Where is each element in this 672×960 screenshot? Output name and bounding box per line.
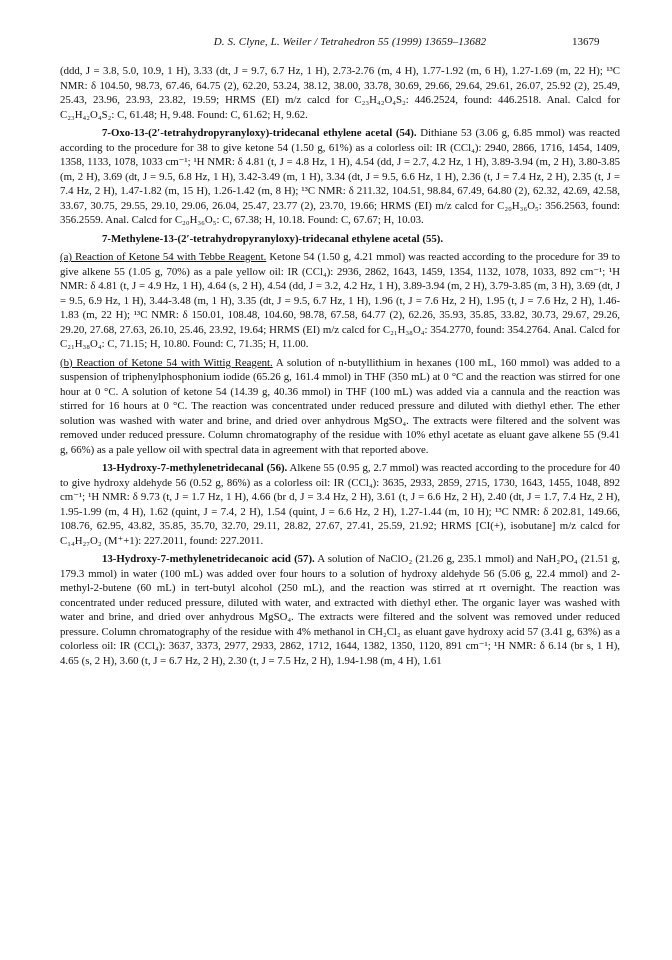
paragraph-text: Alkene 55 (0.95 g, 2.7 mmol) was reacted according to the procedure for 40 to give hydroxy aldehyde 56 (0.52 g, 86%) as a colorless oil: IR (CCl₄): 3635, 2933, 2859, 2715, 1730, 1643, 1455, 1048, 892 cm⁻¹; ¹H NMR: δ 9.73 (t, J = 1.7 Hz, 1 H), 4.66 (br d, J = 3.4 Hz, 2 H), 3.61 (t, J = 6.6 Hz, 2 H), 2.40 (dt, J = 1.7, 7.4 Hz, 2 H), 1.95-1.99 (m, 4 H), 1.62 (quint, J = 7.4, 2 H), 1.54 (quint, J = 6.6 Hz, 2 H), 1.27-1.44 (m, 10 H); ¹³C NMR: δ 202.81, 149.66, 108.76, 62.95, 43.82, 35.85, 35.70, 32.70, 29.11, 28.82, 27.67, 27.41, 25.59, 21.92; HRMS [CI(+), isobutane] m/z calcd for C₁₄H₂₇O₂ (M⁺+1): 227.2011, found: 227.2011.: [60, 462, 620, 547]
paragraph-wittig-reaction: [60, 356, 620, 458]
compound-heading: 13-Hydroxy-7-methylenetridecanoic acid (57).: [102, 553, 315, 565]
paragraph-text: A solution of NaClO₂ (21.26 g, 235.1 mmol) and NaH₂PO₄ (21.51 g, 179.3 mmol) in water (100 mL) was added over four hours to a solution of hydroxy aldehyde 56 (5.06 g, 22.4 mmol) and 2-methyl-2-butene (60 mL) in tert-butyl alcohol (250 mL), and the reaction was stirred at rt overnight. The reaction was concentrated under reduced pressure, diluted with water, and extracted with diethyl ether. The organic layer was washed with water and brine, and dried over anhydrous MgSO₄. The extracts were filtered and the solvent was removed under reduced pressure. Column chromatography of the residue with 4% methanol in CH₂Cl₂ as eluant gave hydroxy acid 57 (3.41 g, 63%) as a colorless oil: IR (CCl₄): 3637, 3373, 2977, 2933, 2862, 1712, 1644, 1382, 1350, 1120, 891 cm⁻¹; ¹H NMR: δ 6.14 (br s, 1 H), 4.65 (s, 2 H), 3.60 (t, J = 6.7 Hz, 2 H), 2.30 (t, J = 7.5 Hz, 2 H), 1.94-1.98 (m, 4 H), 1.61: [60, 553, 620, 667]
paragraph-spectral-data-continued: [60, 64, 620, 122]
compound-heading: 7-Methylene-13-(2′-tetrahydropyranyloxy)-tridecanal ethylene acetal (55).: [102, 232, 444, 245]
paragraph-text: Dithiane 53 (3.06 g, 6.85 mmol) was reacted according to the procedure for 38 to give ketone 54 (1.50 g, 61%) as a colorless oil: IR (CCl₄): 2940, 2866, 1716, 1454, 1409, 1358, 1133, 1078, 1033 cm⁻¹; ¹H NMR: δ 4.81 (t, J = 4.8 Hz, 1 H), 4.54 (dd, J = 2.7, 4.2 Hz, 1 H), 3.89-3.94 (m, 2 H), 3.80-3.85 (m, 2 H), 3.69 (dt, J = 9.5, 6.8 Hz, 1 H), 3.42-3.49 (m, 1 H), 3.34 (dt, J = 9.5, 6.6 Hz, 1 H), 2.36 (t, J = 7.4 Hz, 2 H), 2.35 (t, J = 7.4 Hz, 2 H), 1.47-1.82 (m, 15 H), 1.26-1.42 (m, 8 H); ¹³C NMR: δ 211.32, 104.51, 98.84, 67.49, 64.80 (2), 62.32, 42.69, 42.58, 33.67, 30.75, 29.55, 29.10, 29.06, 26.04, 25.47, 23.77 (2), 23.70, 19.66; HRMS (EI) m/z calcd for C₂₀H₃₆O₅: 356.2563, found: 356.2559. Anal. Calcd for C₂₀H₃₆O₅: C, 67.38; H, 10.18. Found: C, 67.67; H, 10.03.: [60, 127, 620, 226]
paragraph-tebbe-reaction: [60, 250, 620, 352]
page-number: 13679: [572, 36, 600, 48]
paragraph-text: (ddd, J = 3.8, 5.0, 10.9, 1 H), 3.33 (dt, J = 9.7, 6.7 Hz, 1 H), 2.73-2.76 (m, 4 H), 1.77-1.92 (m, 6 H), 1.27-1.69 (m, 22 H); ¹³C NMR: δ 104.50, 98.73, 67.46, 64.75 (2), 62.20, 53.24, 38.12, 38.00, 33.78, 30.69, 29.66, 29.64, 29.61, 26.07, 25.92 (2), 25.49, 25.43, 23.96, 23.93, 23.82, 19.59; HRMS (EI) m/z calcd for C₂₃H₄₂O₄S₂: 446.2524, found: 446.2518. Anal. Calcd for C₂₃H₄₂O₄S₂: C, 61.48; H, 9.48. Found: C, 61.62; H, 9.62.: [60, 65, 620, 121]
paragraph-compound-57: [60, 552, 620, 668]
compound-heading: 13-Hydroxy-7-methylenetridecanal (56).: [102, 462, 288, 474]
subheading-tebbe: (a) Reaction of Ketone 54 with Tebbe Reagent.: [60, 251, 267, 263]
paragraph-text: Ketone 54 (1.50 g, 4.21 mmol) was reacted according to the procedure for 39 to give alkene 55 (1.05 g, 70%) as a pale yellow oil: IR (CCl₄): 2936, 2862, 1643, 1459, 1354, 1132, 1078, 1033, 892 cm⁻¹; ¹H NMR: δ 4.81 (t, J = 4.9 Hz, 1 H), 4.64 (s, 2 H), 4.54 (dd, J = 3.2, 4.2 Hz, 1 H), 3.89-3.94 (m, 2 H), 3.79-3.85 (m, 3 H), 3.69 (dt, J = 9.5, 6.9 Hz, 1 H), 3.44-3.48 (m, 1 H), 3.35 (dt, J = 9.5, 6.7 Hz, 1 H), 1.96 (t, J = 7.6 Hz, 2 H), 1.95 (t, J = 7.6 Hz, 2 H), 1.46-1.83 (m, 22 H); ¹³C NMR: δ 150.01, 108.48, 104.60, 98.78, 67.58, 64.77 (2), 62.26, 35.93, 35.85, 33.82, 30.73, 29.67, 29.26, 29.20, 27.68, 27.63, 26.10, 25.46, 23.92, 19.64; HRMS (EI) m/z calcd for C₂₁H₃₈O₄: 354.2770, found: 354.2764. Anal. Calcd for C₂₁H₃₈O₄: C, 71.15; H, 10.80. Found: C, 71.35; H, 11.00.: [60, 251, 620, 350]
running-title: D. S. Clyne, L. Weiler / Tetrahedron 55 (1999) 13659–13682: [213, 36, 487, 48]
subheading-wittig: (b) Reaction of Ketone 54 with Wittig Reagent.: [60, 356, 273, 369]
paragraph-text: A solution of n-butyllithium in hexanes (100 mL, 160 mmol) was added to a suspension of triphenylphosphonium iodide (65.26 g, 161.4 mmol) in THF (350 mL) at 0 °C and the reaction was stirred for one hour at 0 °C. A solution of ketone 54 (14.39 g, 40.36 mmol) in THF (100 mL) was added via a cannula and the reaction was stirred for 16 hours at 0 °C. The reaction was concentrated under reduced pressure and diluted with diethyl ether. The ether solution was washed with water and brine, and dried over anhydrous MgSO₄. The extracts were filtered and the solvent was removed under reduced pressure. Column chromatography of the residue with 10% ethyl acetate as eluant gave alkene 55 (9.41 g, 66%) as a pale yellow oil with spectral data in agreement with that reported above.: [60, 356, 620, 456]
heading-compound-55: [60, 232, 620, 247]
article-body: [60, 64, 620, 672]
paragraph-compound-54: [60, 126, 620, 228]
paragraph-compound-56: [60, 461, 620, 548]
compound-heading: 7-Oxo-13-(2′-tetrahydropyranyloxy)-tridecanal ethylene acetal (54).: [102, 127, 417, 139]
